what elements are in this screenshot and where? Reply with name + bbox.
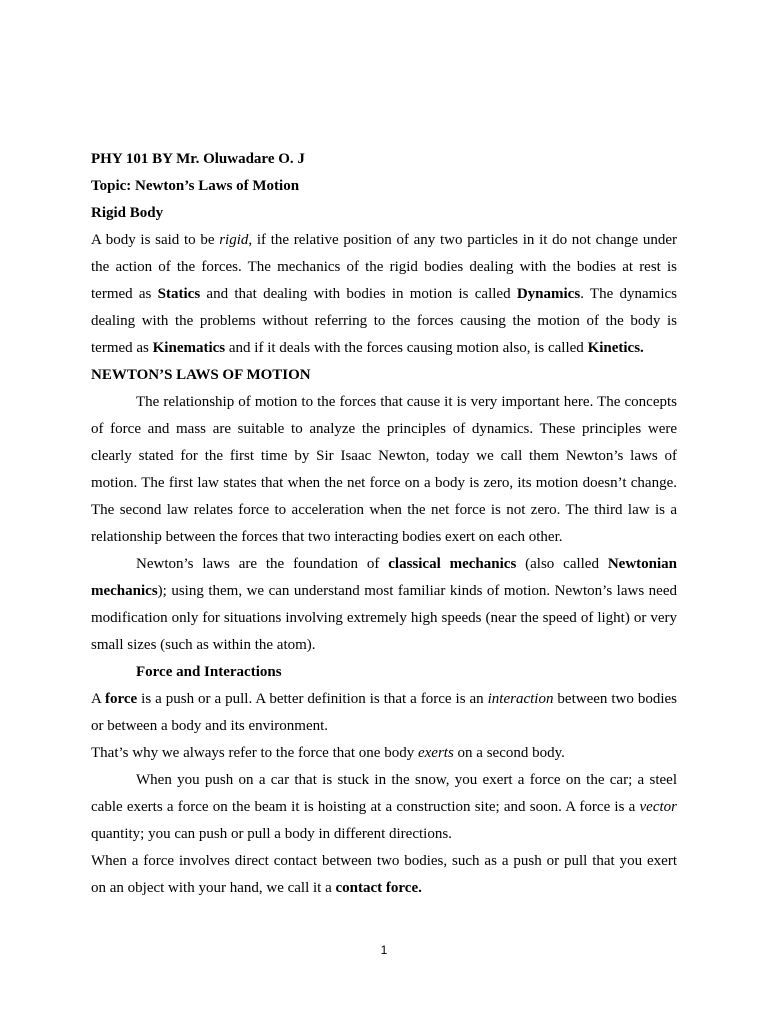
text-line: dealing with the problems without referring to the forces causing the motion of the body is	[91, 313, 677, 329]
dynamics-term: Dynamics	[516, 286, 581, 302]
text-line: or between a body and its environment.	[91, 718, 329, 734]
text-line: termed as Kinematics and if it deals with the forces causing motion also, is called Kinetics.	[91, 340, 644, 356]
kinematics-term: Kinematics	[152, 340, 226, 356]
text-line: the action of the forces. The mechanics of the rigid bodies dealing with the bodies at rest is	[91, 259, 677, 275]
text-line: cable exerts a force on the beam it is hoisting at a construction site; and soon. A force is a vector	[91, 799, 677, 815]
rigid-term: rigid,	[219, 232, 253, 248]
laws-paragraph-2	[91, 551, 677, 659]
force-paragraph-4	[91, 848, 677, 902]
text-line: The second law relates force to acceleration when the net force is not zero. The third law is a	[91, 502, 677, 518]
text-line: modification only for situations involving extremely high speeds (near the speed of light) or very	[91, 610, 677, 626]
force-paragraph-1	[91, 686, 677, 740]
text-line: motion. The first law states that when the net force on a body is zero, its motion doesn’t change.	[91, 475, 677, 491]
text-line: The relationship of motion to the forces that cause it is very important here. The concepts	[136, 394, 677, 410]
text-line: When a force involves direct contact between two bodies, such as a push or pull that you exert	[91, 853, 677, 869]
newtonian-term: Newtonian	[607, 556, 677, 572]
page-content	[91, 146, 677, 902]
statics-term: Statics	[157, 286, 201, 302]
text-line: A force is a push or a pull. A better definition is that a force is an interaction between two bodies	[91, 691, 677, 707]
text-line: relationship between the forces that two interacting bodies exert on each other.	[91, 529, 563, 545]
rigid-body-heading: Rigid Body	[91, 205, 164, 221]
text-line: When you push on a car that is stuck in the snow, you exert a force on the car; a steel	[136, 772, 677, 788]
text-line: mechanics); using them, we can understand most familiar kinds of motion. Newton’s laws need	[91, 583, 677, 599]
text-line: on an object with your hand, we call it a contact force.	[91, 880, 422, 896]
laws-paragraph-1	[91, 389, 677, 551]
vector-term: vector	[639, 799, 677, 815]
text-line: A body is said to be rigid, if the relative position of any two particles in it do not change under	[91, 232, 677, 248]
text-line: termed as Statics and that dealing with bodies in motion is called Dynamics. The dynamics	[91, 286, 677, 302]
page-number: 1	[380, 943, 388, 957]
force-paragraph-3	[91, 767, 677, 848]
text-line: Newton’s laws are the foundation of classical mechanics (also called Newtonian	[136, 556, 677, 572]
contact-force-term: contact force.	[335, 880, 422, 896]
rigid-body-paragraph	[91, 227, 677, 362]
force-term: force	[104, 691, 138, 707]
exerts-term: exerts	[417, 745, 454, 761]
force-paragraph-2: That’s why we always refer to the force that one body exerts on a second body.	[91, 745, 565, 761]
kinetics-term: Kinetics.	[587, 340, 644, 356]
text-line: of force and mass are suitable to analyze the principles of dynamics. These principles were	[91, 421, 677, 437]
text-line: quantity; you can push or pull a body in different directions.	[91, 826, 452, 842]
text-line: small sizes (such as within the atom).	[91, 637, 316, 653]
course-title: PHY 101 BY Mr. Oluwadare O. J	[91, 151, 305, 167]
interaction-term: interaction	[487, 691, 554, 707]
classical-mechanics-term: classical mechanics	[388, 556, 517, 572]
mechanics-term: mechanics	[91, 583, 158, 599]
text-line: clearly stated for the first time by Sir Isaac Newton, today we call them Newton’s laws of	[91, 448, 677, 464]
newtons-laws-heading: NEWTON’S LAWS OF MOTION	[91, 367, 311, 383]
force-interactions-heading: Force and Interactions	[136, 664, 282, 680]
topic-title: Topic: Newton’s Laws of Motion	[91, 178, 300, 194]
